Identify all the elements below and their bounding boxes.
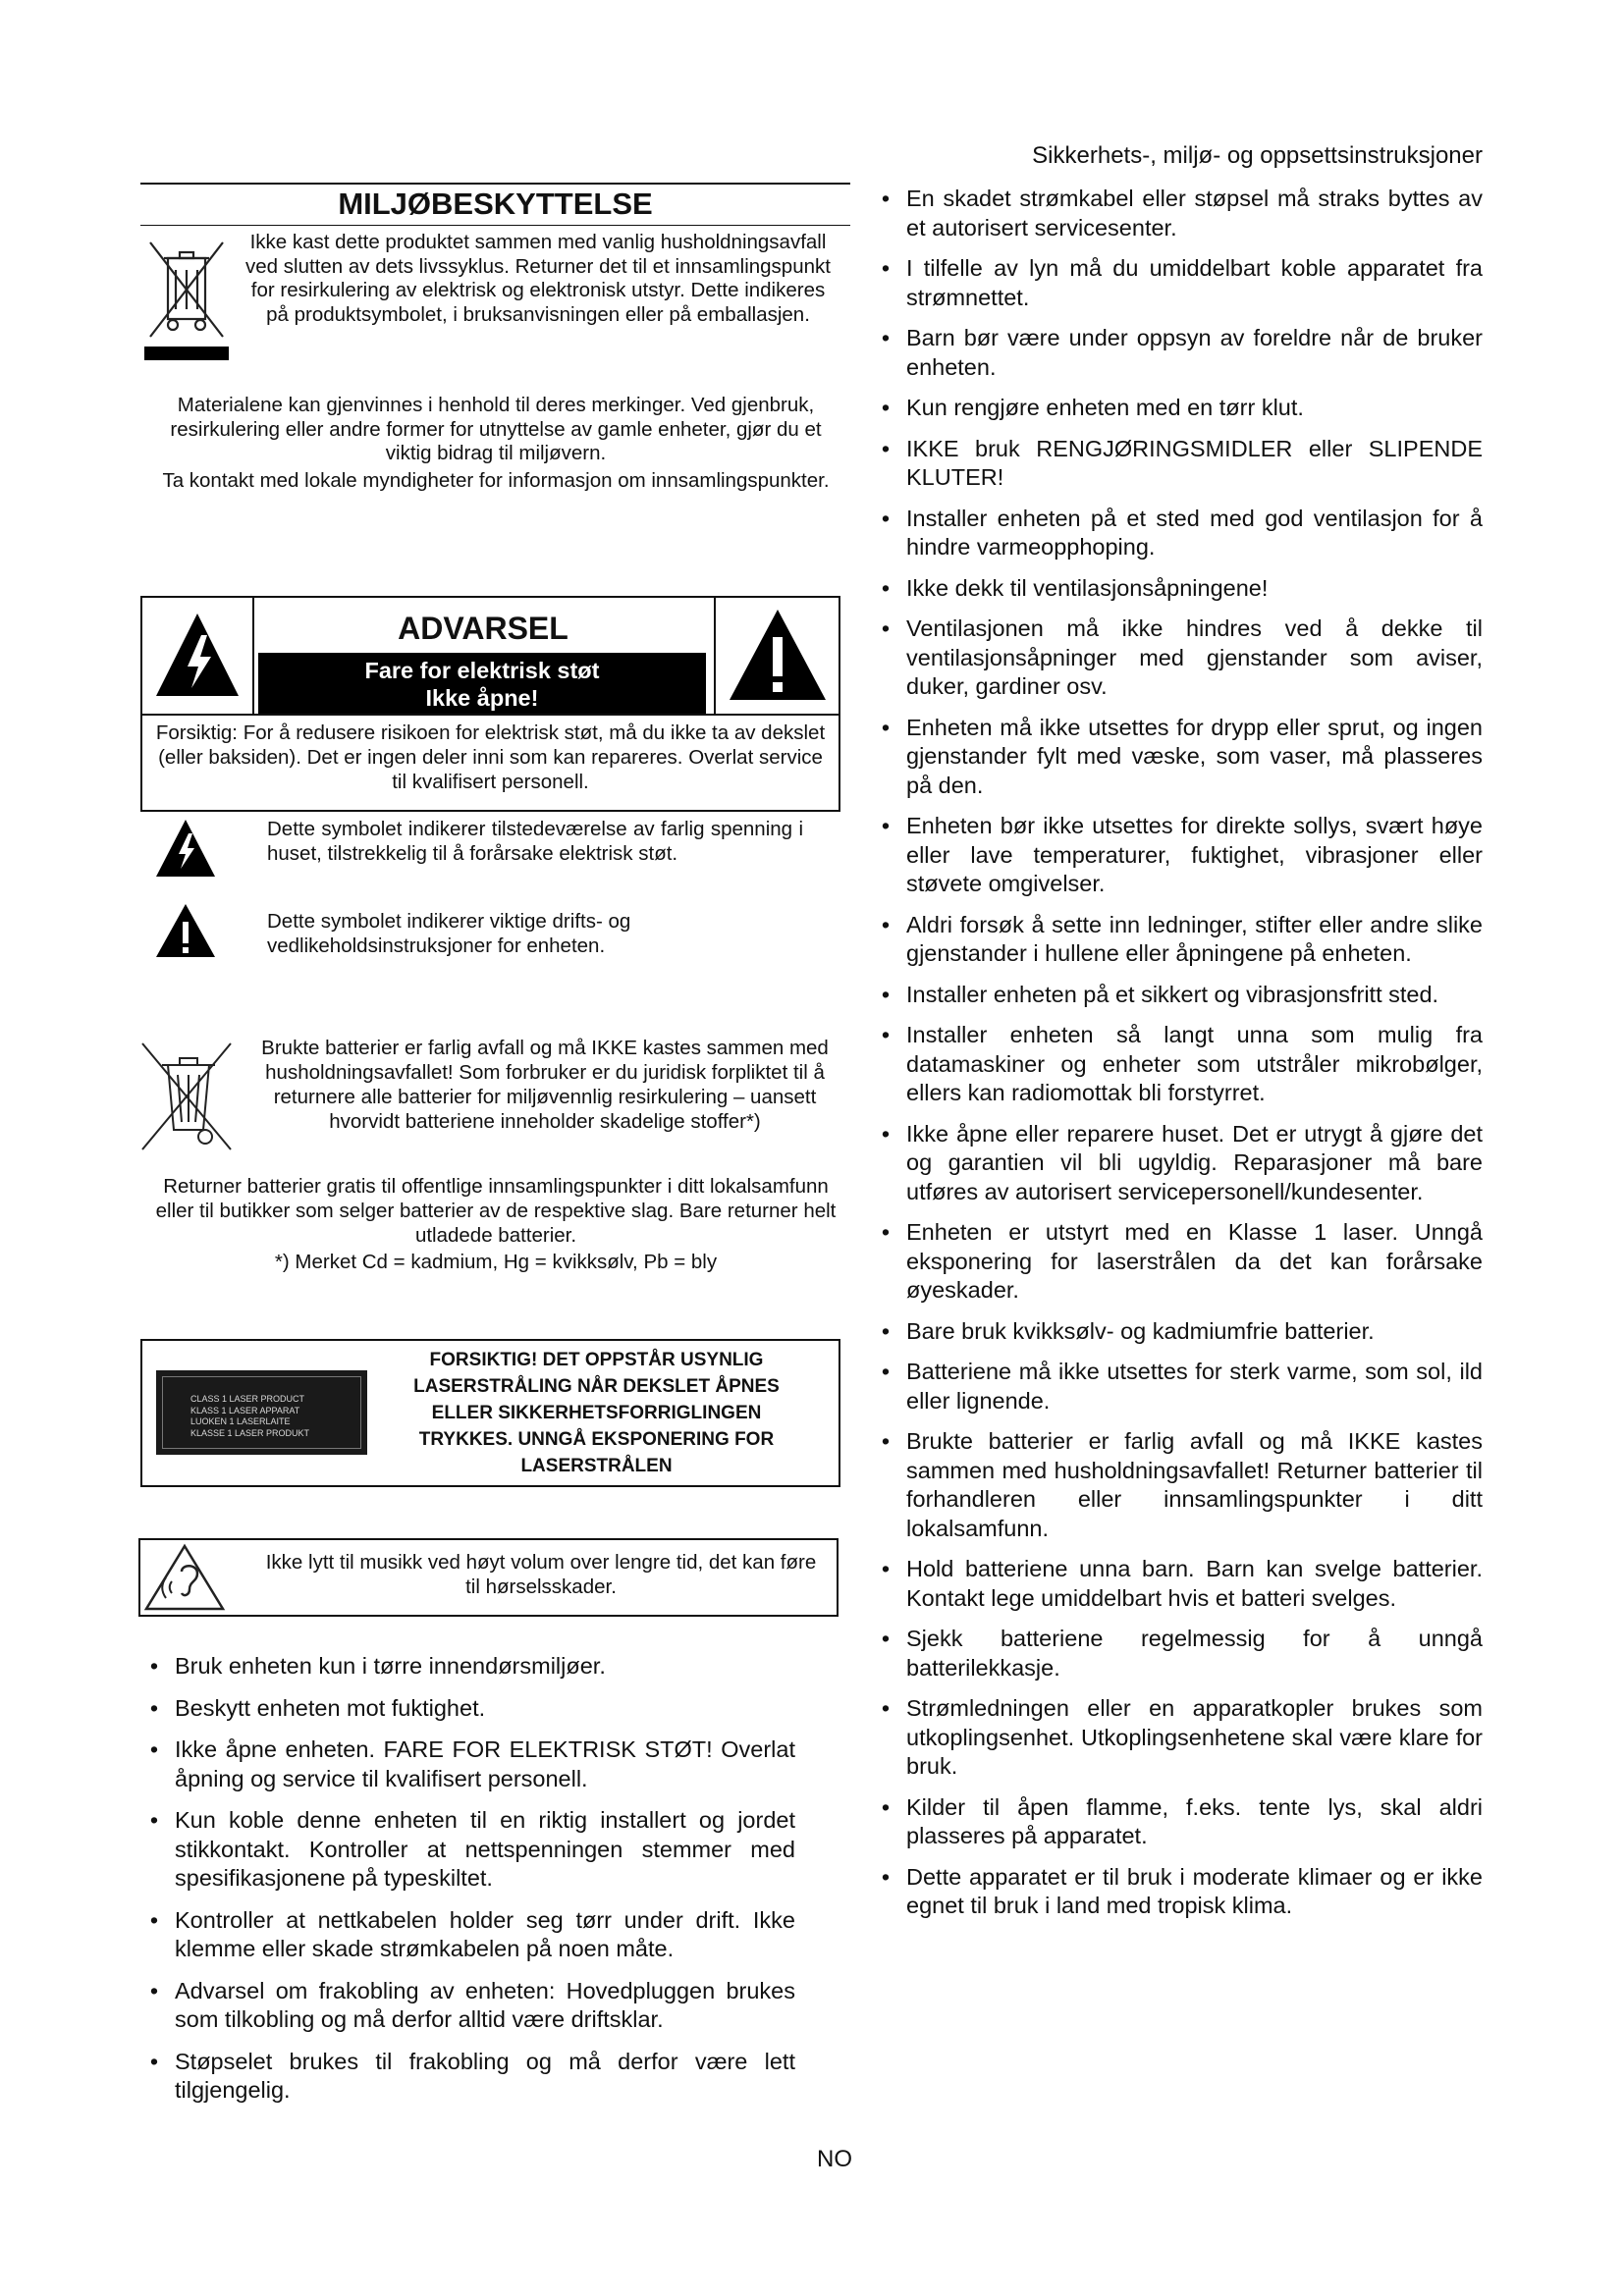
exclamation-symbol-icon [154,902,217,959]
battery-return-text: Returner batterier gratis til offentlige innsamlingspunkter i ditt lokalsamfunn eller til butikker som selger batterier av de respektive slag. Bare returner helt utladede batterier. [155,1175,837,1247]
hearing-warning-text: Ikke lytt til musikk ved høyt volum over lengre tid, det kan føre til hørselsskader. [265,1551,817,1598]
environment-paragraph-1: Ikke kast dette produktet sammen med vanlig husholdningsavfall ved slutten av dets livssyklus. Returner det til et innsamlingspunkt for resirkulering av elektrisk og elektronisk utstyr. Dette indikeres på produktsymbolet, i bruksanvisningen eller på emballasjen. [245,231,831,326]
warning-subtitle-line-2: Ikke åpne! [425,685,539,711]
list-item: • Installer enheten så langt unna som mulig fra datamaskiner og enheter som utstråler mikrobølger, ellers kan radiomottak bli forstyrret. [871,1021,1483,1108]
laser-class-label [156,1370,367,1455]
warning-title: ADVARSEL [398,611,568,646]
page-language-label: NO [817,2146,852,2172]
laser-caution-text: FORSIKTIG! DET OPPSTÅR USYNLIG LASERSTRÅLING NÅR DEKSLET ÅPNES ELLER SIKKERHETSFORRIGLINGEN TRYKKES. UNNGÅ EKSPONERING FOR LASERSTRÅLEN [413,1350,780,1476]
list-item: • Ikke åpne eller reparere huset. Det er utrygt å gjøre det og garantien vil bli ugyldig. Reparasjoner må bare utføres av autorisert servicepersonell/kundesenter. [871,1120,1483,1207]
list-item: • Installer enheten på et sikkert og vibrasjonsfritt sted. [871,981,1483,1010]
right-safety-list [871,185,1483,1933]
list-item: • Kun rengjøre enheten med en tørr klut. [871,394,1483,423]
list-item: • Strømledningen eller en apparatkopler brukes som utkoplingsenhet. Utkoplingsenhetene skal være klare for bruk. [871,1694,1483,1782]
list-item: • Kontroller at nettkabelen holder seg tørr under drift. Ikke klemme eller skade strømkabelen på noen måte. [139,1906,795,1964]
list-item: • Installer enheten på et sted med god ventilasjon for å hindre varmeopphoping. [871,505,1483,562]
warning-right-icon-cell [714,598,840,714]
hearing-damage-warning-icon [142,1542,227,1613]
lightning-symbol-description: Dette symbolet indikerer tilstedeværelse av farlig spenning i huset, tilstrekkelig til å forårsake elektrisk støt. [267,818,803,865]
list-item: • Støpselet brukes til frakobling og må derfor være lett tilgjengelig. [139,2048,795,2106]
list-item: • En skadet strømkabel eller støpsel må straks byttes av et autorisert servicesenter. [871,185,1483,242]
list-item: • Enheten må ikke utsettes for drypp eller sprut, og ingen gjenstander fylt med væske, som vaser, må plasseres på den. [871,714,1483,801]
list-item: • Batteriene må ikke utsettes for sterk varme, som sol, ild eller lignende. [871,1358,1483,1415]
list-item: • IKKE bruk RENGJØRINGSMIDLER eller SLIPENDE KLUTER! [871,435,1483,493]
crossed-out-wheelie-bin-icon [142,229,231,362]
warning-subtitle-banner [258,653,706,714]
list-item: • Bruk enheten kun i tørre innendørsmiljøer. [139,1652,795,1682]
page-header: Sikkerhets-, miljø- og oppsettsinstruksjoner [1032,142,1483,169]
exclamation-warning-icon [716,598,840,714]
laser-class-label-text [162,1376,361,1449]
list-item: • Kilder til åpen flamme, f.eks. tente lys, skal aldri plasseres på apparatet. [871,1793,1483,1851]
lightning-warning-icon [142,598,252,714]
environment-contact-text: Ta kontakt med lokale myndigheter for informasjon om innsamlingspunkter. [162,468,830,492]
list-item: • Sjekk batteriene regelmessig for å unngå batterilekkasje. [871,1625,1483,1682]
laser-label-line: KLASS 1 LASER APPARAT [190,1405,300,1415]
list-item: • Ikke dekk til ventilasjonsåpningene! [871,574,1483,604]
list-item: • I tilfelle av lyn må du umiddelbart koble apparatet fra strømnettet. [871,254,1483,312]
battery-disposal-bin-icon [138,1036,235,1155]
hearing-warning-box [138,1538,839,1617]
list-item: • Kun koble denne enheten til en riktig installert og jordet stikkontakt. Kontroller at nettspenningen stemmer med spesifikasjonene på typeskiltet. [139,1806,795,1894]
list-item: • Ikke åpne enheten. FARE FOR ELEKTRISK STØT! Overlat åpning og service til kvalifisert personell. [139,1735,795,1793]
laser-label-line: CLASS 1 LASER PRODUCT [190,1394,305,1404]
warning-caution-text: Forsiktig: For å redusere risikoen for elektrisk støt, må du ikke ta av dekslet (eller baksiden). Det er ingen deler inni som kan repareres. Overlat service til kvalifisert personell. [155,721,826,793]
laser-caution-box [140,1339,840,1487]
laser-label-line: LUOKEN 1 LASERLAITE [190,1416,291,1426]
environment-materials-text: Materialene kan gjenvinnes i henhold til deres merkinger. Ved gjenbruk, resirkulering eller andre former for utnyttelse av gamle enheter, gjør du et viktig bidrag til miljøvern. [170,394,822,464]
list-item: • Bare bruk kvikksølv- og kadmiumfrie batterier. [871,1317,1483,1347]
laser-label-line: KLASSE 1 LASER PRODUKT [190,1427,310,1438]
list-item: • Enheten bør ikke utsettes for direkte sollys, svært høye eller lave temperaturer, fuktighet, vibrasjoner eller støvete omgivelser. [871,812,1483,899]
warning-left-icon-cell [142,598,254,714]
list-item: • Brukte batterier er farlig avfall og må IKKE kastes sammen med husholdningsavfallet! Returner batterier til forhandleren eller innsamlingspunkter i ditt lokalsamfunn. [871,1427,1483,1543]
left-safety-list [139,1652,795,2118]
list-item: • Aldri forsøk å sette inn ledninger, stifter eller andre slike gjenstander i hullene eller åpningene på enheten. [871,911,1483,969]
warning-box [140,596,840,812]
battery-paragraph-1: Brukte batterier er farlig avfall og må IKKE kastes sammen med husholdningsavfallet! Som forbruker er du juridisk forpliktet til å returnere alle batterier for miljøvennlig resirkulering – uansett hvorvidt batteriene inneholder skadelige stoffer*) [261,1037,829,1133]
list-item: • Hold batteriene unna barn. Barn kan svelge batterier. Kontakt lege umiddelbart hvis et batteri svelges. [871,1555,1483,1613]
list-item: • Advarsel om frakobling av enheten: Hovedpluggen brukes som tilkobling og må derfor alltid være driftsklar. [139,1977,795,2035]
list-item: • Dette apparatet er til bruk i moderate klimaer og er ikke egnet til bruk i land med tropisk klima. [871,1863,1483,1921]
warning-subtitle-line-1: Fare for elektrisk støt [364,658,600,683]
battery-footnote: *) Merket Cd = kadmium, Hg = kvikksølv, Pb = bly [274,1251,718,1273]
environment-title: MILJØBESKYTTELSE [140,183,850,226]
list-item: • Enheten er utstyrt med en Klasse 1 laser. Unngå eksponering for laserstrålen da det kan forårsake øyeskader. [871,1218,1483,1306]
list-item: • Ventilasjonen må ikke hindres ved å dekke til ventilasjonsåpninger med gjenstander som aviser, duker, gardiner osv. [871,614,1483,702]
battery-paragraph-2 [147,1174,844,1274]
warning-divider [142,714,839,716]
list-item: • Barn bør være under oppsyn av foreldre når de bruker enheten. [871,324,1483,382]
exclamation-symbol-description: Dette symbolet indikerer viktige drifts- og vedlikeholdsinstruksjoner for enheten. [267,910,631,957]
list-item: • Beskytt enheten mot fuktighet. [139,1694,795,1724]
environment-paragraph-2 [147,394,844,493]
lightning-symbol-icon [154,818,217,881]
